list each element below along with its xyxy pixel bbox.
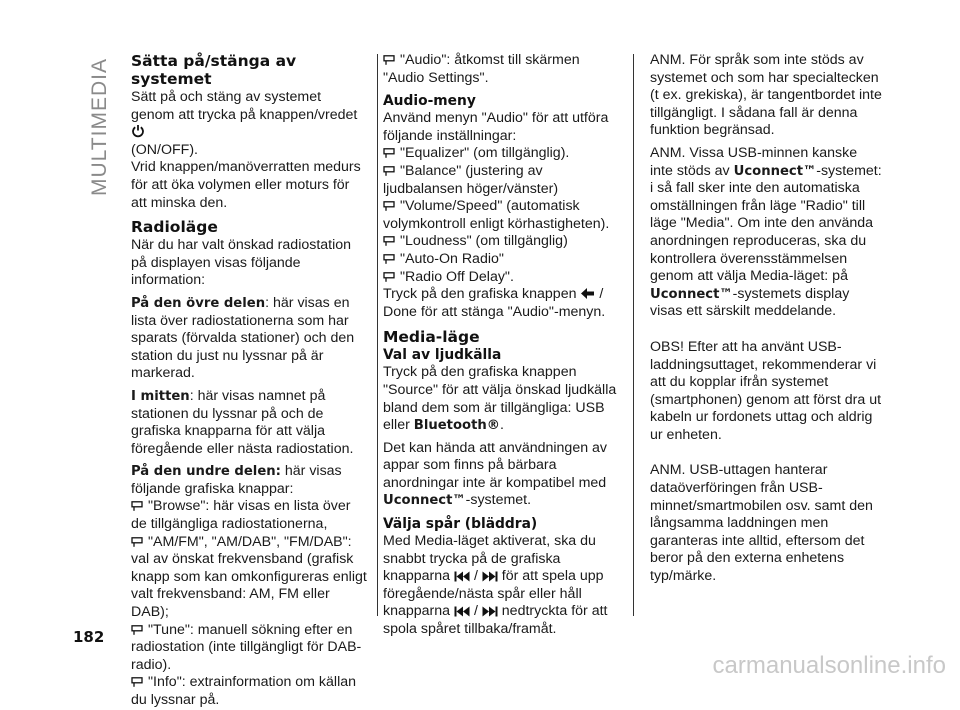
bullet-icon bbox=[383, 272, 395, 282]
list-item-text: "Volume/Speed" (automatisk volymkontroll enligt körhastigheten). bbox=[383, 198, 610, 232]
heading-radio-mode: Radioläge bbox=[131, 218, 218, 237]
power-knob-icon bbox=[131, 124, 145, 138]
paragraph bbox=[131, 89, 367, 142]
list-item bbox=[131, 498, 367, 533]
brand-text: Uconnect™ bbox=[650, 286, 733, 302]
paragraph: Vrid knappen/manöverratten medurs för att öka volymen eller moturs för att minska den. bbox=[131, 159, 361, 211]
brand-text: Uconnect™ bbox=[733, 163, 817, 179]
text: Med Media-läget aktiverat, ska du snabbt trycka på de grafiska knapparna bbox=[383, 533, 596, 585]
text: här visas följande grafiska knappar: bbox=[131, 463, 342, 497]
list-item-text: "Info": extrainformation om källan du lyssnar på. bbox=[131, 674, 357, 708]
column-divider bbox=[633, 54, 634, 616]
text: Tryck på den grafiska knappen "Source" för att välja önskad ljudkälla bland dem som är tillgängliga: USB eller bbox=[383, 364, 617, 434]
text: : här visas namnet på stationen du lyssnar på och de grafiska knapparna för att välja föregående eller nästa radiostation. bbox=[131, 387, 354, 457]
bullet-icon bbox=[131, 537, 143, 547]
list-item-text: "Radio Off Delay". bbox=[400, 268, 514, 285]
text: ANM. Vissa USB-minnen kanske inte stöds av bbox=[650, 144, 858, 179]
paragraph: OBS! Efter att ha använt USB-laddningsuttaget, rekommenderar vi att du kopplar ifrån systemet (smartphonen) genom att först dra ut kabeln ur fordonets uttag och aldrig ur enheten. bbox=[650, 338, 882, 443]
next-track-icon bbox=[482, 606, 498, 617]
text: Sätt på och stäng av systemet genom att trycka på knappen/vredet bbox=[131, 89, 358, 123]
list-item bbox=[131, 674, 367, 709]
lead-text: I mitten bbox=[131, 388, 190, 404]
text: -systemet. bbox=[465, 492, 532, 509]
list-item bbox=[383, 145, 619, 163]
watermark: carmanualsonline.info bbox=[712, 652, 946, 679]
text: nedtryckta för att spola spåret tillbaka/framåt. bbox=[383, 603, 608, 638]
paragraph bbox=[131, 295, 367, 383]
text: för att spela upp föregående/nästa spår eller håll knapparna bbox=[383, 568, 604, 620]
heading-select-track: Välja spår (bläddra) bbox=[383, 516, 538, 533]
paragraph: När du har valt önskad radiostation på displayen visas följande information: bbox=[131, 237, 352, 289]
previous-track-icon bbox=[454, 606, 470, 617]
lead-text: På den undre delen: bbox=[131, 464, 281, 480]
column-2 bbox=[383, 52, 619, 639]
text: Tryck på den grafiska knappen bbox=[383, 286, 577, 303]
column-1 bbox=[131, 52, 367, 710]
list-item-text: "Auto-On Radio" bbox=[400, 250, 504, 267]
text: . bbox=[499, 417, 504, 434]
paragraph: ANM. USB-uttagen hanterar dataöverföringen från USB-minnet/smartmobilen osv. samt den långsamma laddningen men garanteras inte alltid, eftersom det beror på den externa enhetens typ/märke. bbox=[650, 462, 873, 585]
next-track-icon bbox=[482, 571, 498, 582]
list-item bbox=[383, 233, 619, 251]
list-item-text: "Balance" (justering av ljudbalansen höger/vänster) bbox=[383, 162, 559, 197]
list-item bbox=[383, 269, 619, 287]
paragraph bbox=[383, 286, 619, 321]
bullet-icon bbox=[383, 55, 395, 65]
bullet-icon bbox=[131, 625, 143, 635]
brand-text: Bluetooth® bbox=[413, 418, 500, 434]
heading-audio-menu: Audio-meny bbox=[383, 93, 476, 110]
section-side-label-text: MULTIMEDIA bbox=[88, 58, 112, 196]
text: / Done för att stänga "Audio"-menyn. bbox=[383, 286, 606, 320]
list-item bbox=[383, 198, 619, 233]
page-number: 182 bbox=[73, 628, 105, 646]
heading-on-off: Sätta på/stänga av systemet bbox=[131, 52, 297, 88]
paragraph bbox=[383, 440, 619, 510]
column-3 bbox=[650, 52, 882, 586]
list-item-text: "Audio": åtkomst till skärmen "Audio Settings". bbox=[383, 52, 580, 86]
paragraph: (ON/OFF). bbox=[131, 141, 198, 158]
list-item-text: "AM/FM", "AM/DAB", "FM/DAB": val av önskat frekvensband (grafisk knapp som kan omkonfigureras enligt valt frekvensband: AM, FM eller DAB); bbox=[131, 533, 367, 621]
bullet-icon bbox=[131, 677, 143, 687]
list-item bbox=[131, 534, 367, 622]
text: -systemets display visas ett särskilt meddelande. bbox=[650, 285, 850, 320]
list-item-text: "Tune": manuell sökning efter en radiostation (inte tillgängligt för DAB-radio). bbox=[131, 621, 362, 673]
text: Det kan hända att användningen av appar som finns på bärbara anordningar inte är kompatibel med bbox=[383, 439, 608, 491]
paragraph: Med Media-läget aktiverat, ska du snabbt trycka på de grafiska knapparna / för att spela upp föregående/nästa spår eller håll knapparna / nedtryckta för att spola spåret tillbaka/framåt. bbox=[383, 533, 608, 638]
previous-track-icon bbox=[454, 571, 470, 582]
list-item bbox=[383, 163, 619, 198]
bullet-icon bbox=[383, 148, 395, 158]
list-item bbox=[383, 251, 619, 269]
text: : här visas en lista över radiostationerna som har sparats (förvalda stationer) och den station du just nu lyssnar på är markerad. bbox=[131, 294, 355, 382]
list-item-text: "Equalizer" (om tillgänglig). bbox=[400, 145, 570, 162]
brand-text: Uconnect™ bbox=[383, 493, 466, 509]
paragraph bbox=[131, 388, 367, 458]
paragraph: ANM. För språk som inte stöds av systemet och som har specialtecken (t ex. grekiska), är tangentbordet inte tillgängligt. I sådana fall är denna funktion begränsad. bbox=[650, 52, 882, 139]
column-divider bbox=[377, 54, 378, 616]
lead-text: På den övre delen bbox=[131, 295, 266, 311]
bullet-icon bbox=[383, 201, 395, 211]
heading-select-source: Val av ljudkälla bbox=[383, 347, 502, 364]
back-arrow-icon bbox=[580, 287, 595, 300]
list-item-text: "Loudness" (om tillgänglig) bbox=[400, 233, 568, 250]
paragraph bbox=[383, 364, 619, 434]
list-item bbox=[383, 52, 619, 87]
heading-media-mode: Media-läge bbox=[383, 328, 480, 347]
paragraph bbox=[650, 145, 882, 321]
paragraph: Använd menyn "Audio" för att utföra följande inställningar: bbox=[383, 110, 609, 144]
paragraph bbox=[131, 463, 367, 498]
list-item-text: "Browse": här visas en lista över de tillgängliga radiostationerna, bbox=[131, 498, 351, 533]
text: -systemet: i så fall sker inte den automatiska omställningen från läge "Radio" till läge "Media". Om inte den använda anordningen reproduceras, ska du kontrollera överensstämmelsen genom att välja Media-läget: på bbox=[650, 162, 882, 285]
section-side-label bbox=[80, 58, 120, 196]
bullet-icon bbox=[383, 166, 395, 176]
bullet-icon bbox=[383, 254, 395, 264]
bullet-icon bbox=[131, 501, 143, 511]
bullet-icon bbox=[383, 236, 395, 246]
list-item bbox=[131, 622, 367, 675]
